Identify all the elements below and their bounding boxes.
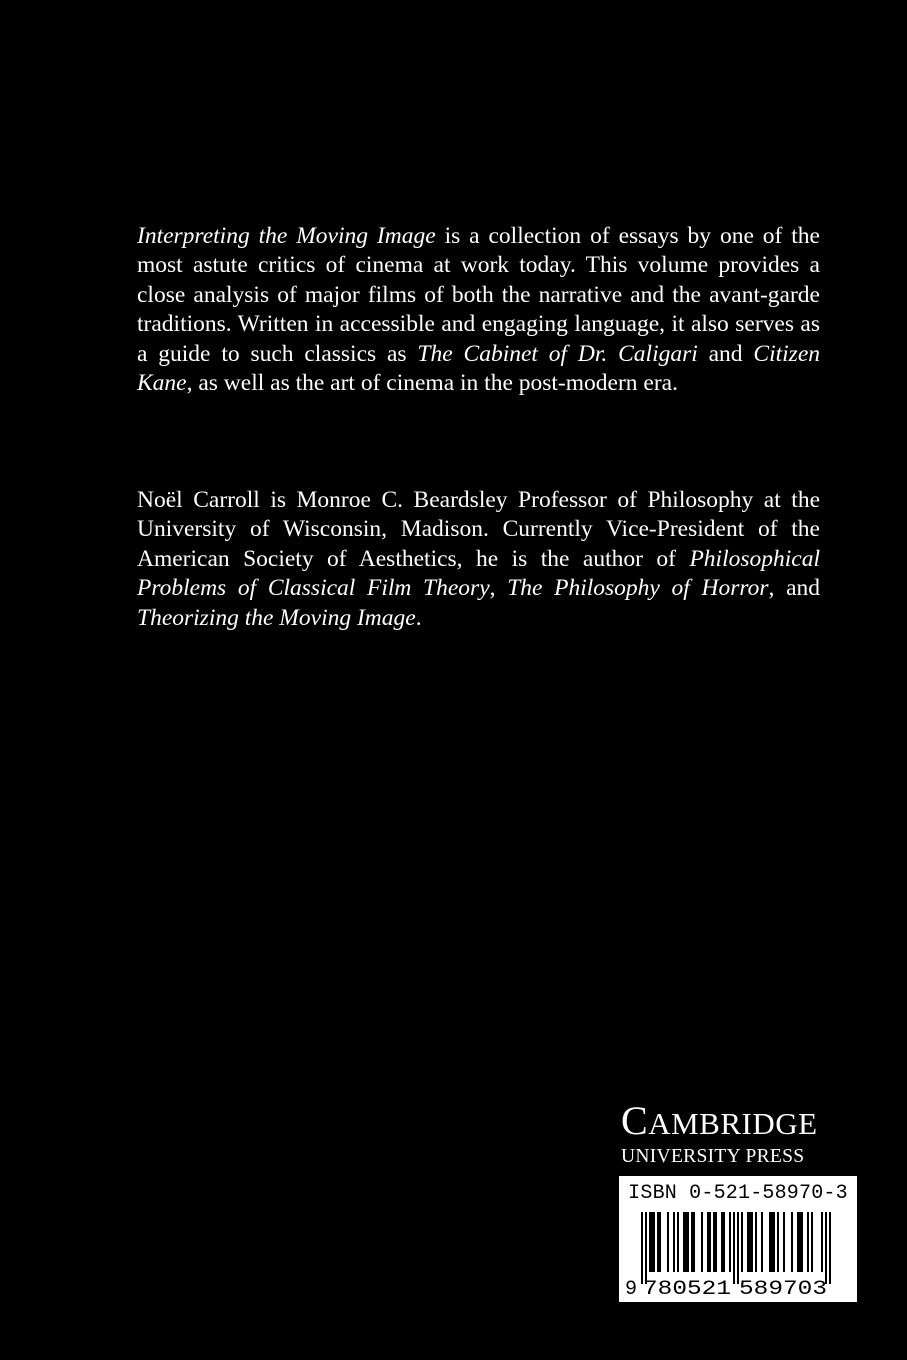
description-text: is a collection of essays by one of the most astute critics of cinema at work today. This volume provides a close analysis of major films of both the narrative and the avant-garde traditions. Written in accessible and engaging language, it also serves as a guide to such classics as (137, 223, 820, 367)
barcode-bar (667, 1212, 669, 1272)
author-bio-ending: . (415, 604, 422, 631)
barcode-bar (769, 1212, 775, 1272)
description-text-connector: and (697, 340, 754, 367)
barcode-bar (701, 1212, 703, 1272)
barcode-bar (737, 1212, 739, 1284)
isbn-label: ISBN 0-521-58970-3 (628, 1182, 848, 1205)
barcode-bar (683, 1212, 689, 1272)
barcode-bar (811, 1212, 813, 1272)
barcode-bar (733, 1212, 735, 1284)
barcode-bar (673, 1212, 675, 1272)
book-title-philosophy-of-horror: The Philosophy of Horror (507, 575, 769, 602)
barcode-bar (783, 1212, 785, 1272)
publisher-logo (621, 1098, 851, 1168)
barcode-bar (825, 1212, 827, 1284)
barcode-bar (729, 1212, 731, 1272)
film-title-citizen-kane: Citizen Kane (137, 340, 820, 397)
author-bio-separator: , (489, 575, 508, 602)
barcode-bar (797, 1212, 803, 1272)
publisher-name (621, 1098, 851, 1144)
barcode-digits-right: 589703 (739, 1278, 827, 1298)
book-title-theorizing: Theorizing the Moving Image (137, 604, 416, 631)
barcode-bar (713, 1212, 717, 1272)
author-bio-connector: , and (768, 575, 820, 602)
barcode-bar (777, 1212, 779, 1272)
book-title-philosophical-problems: Philosophical Problems of Classical Film Theory (137, 545, 820, 602)
barcode-bar (791, 1212, 793, 1272)
description-text-ending: , as well as the art of cinema in the post-modern era. (186, 370, 678, 397)
barcode-bar (641, 1212, 643, 1284)
barcode-bar (747, 1212, 753, 1272)
publisher-name-rest: AMBRIDGE (648, 1106, 818, 1141)
barcode-bars (641, 1212, 831, 1284)
barcode-bar (657, 1212, 661, 1272)
barcode-bar (807, 1212, 809, 1272)
barcode-bar (649, 1212, 655, 1272)
barcode-bar (707, 1212, 711, 1272)
barcode-bar (829, 1212, 831, 1284)
author-bio-text: Noël Carroll is Monroe C. Beardsley Professor of Philosophy at the University of Wisconsin, Madison. Currently Vice-President of the American Society of Aesthetics, he is the author of (137, 487, 820, 572)
barcode-digits-left: 780521 (643, 1278, 731, 1298)
barcode-bar (741, 1212, 743, 1272)
barcode-bar (645, 1212, 647, 1284)
barcode-bar (677, 1212, 679, 1272)
isbn-barcode-box (619, 1176, 857, 1302)
publisher-name-initial: C (621, 1098, 649, 1143)
author-bio (137, 486, 820, 633)
book-description (137, 222, 820, 398)
barcode-bar (761, 1212, 763, 1272)
barcode-bar (755, 1212, 757, 1272)
barcode-digit-first: 9 (625, 1278, 638, 1298)
film-title-caligari: The Cabinet of Dr. Caligari (417, 340, 698, 367)
barcode-bar (821, 1212, 823, 1272)
barcode-bar (691, 1212, 695, 1272)
barcode (625, 1212, 851, 1298)
publisher-subtitle: UNIVERSITY PRESS (621, 1146, 805, 1167)
book-title: Interpreting the Moving Image (137, 223, 436, 249)
barcode-bar (721, 1212, 725, 1272)
